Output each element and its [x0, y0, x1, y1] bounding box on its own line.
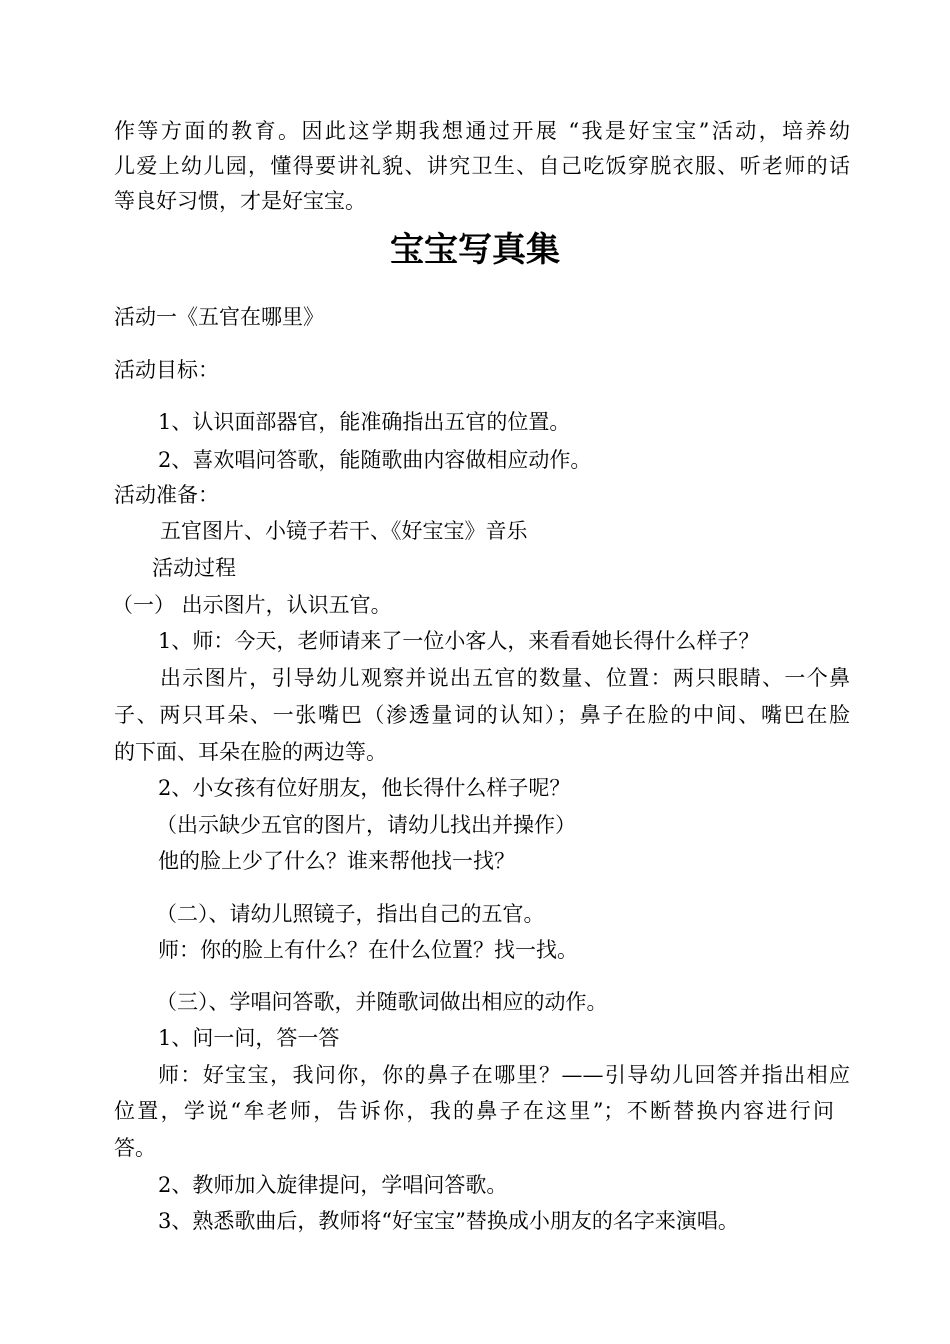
section-2-para-1: 师：你的脸上有什么？在什么位置？找一找。	[158, 938, 578, 962]
section-1-para-1: 1、师：今天，老师请来了一位小客人，来看看她长得什么样子？	[158, 629, 760, 653]
section-3-para-1: 1、问一问，答一答	[158, 1026, 340, 1050]
section-1-para-2-line-3: 的下面、耳朵在脸的两边等。	[114, 740, 387, 764]
section-3-para-2-line-3: 答。	[114, 1136, 156, 1160]
section-3-para-2-line-1: 师：好宝宝，我问你，你的鼻子在哪里？——引导幼儿回答并指出相应	[158, 1063, 850, 1087]
goals-label: 活动目标：	[114, 358, 219, 382]
intro-line-3: 等良好习惯，才是好宝宝。	[114, 189, 366, 213]
section-3-para-4: 3、熟悉歌曲后，教师将“好宝宝”替换成小朋友的名字来演唱。	[158, 1209, 739, 1233]
section-1-heading: （一） 出示图片，认识五官。	[112, 593, 392, 617]
section-3-para-2-line-2: 位置，学说“牟老师，告诉你，我的鼻子在这里”；不断替换内容进行问	[114, 1099, 834, 1123]
section-1-para-3: 2、小女孩有位好朋友，他长得什么样子呢？	[158, 776, 571, 800]
goal-1: 1、认识面部器官，能准确指出五官的位置。	[158, 410, 571, 434]
goal-2: 2、喜欢唱问答歌，能随歌曲内容做相应动作。	[158, 448, 592, 472]
activity-heading: 活动一《五官在哪里》	[114, 305, 324, 329]
section-3-heading: （三）、学唱问答歌，并随歌词做出相应的动作。	[156, 990, 608, 1014]
section-2-heading: （二）、请幼儿照镜子，指出自己的五官。	[156, 902, 545, 926]
intro-line-2: 儿爱上幼儿园，懂得要讲礼貌、讲究卫生、自己吃饭穿脱衣服、听老师的话	[114, 154, 850, 178]
page-title: 宝宝写真集	[390, 230, 560, 270]
section-1-para-4: （出示缺少五官的图片，请幼儿找出并操作）	[156, 813, 576, 837]
section-1-para-5: 他的脸上少了什么？谁来帮他找一找？	[158, 849, 515, 873]
section-3-para-3: 2、教师加入旋律提问，学唱问答歌。	[158, 1173, 508, 1197]
intro-line-1: 作等方面的教育。因此这学期我想通过开展 “我是好宝宝”活动，培养幼	[114, 119, 850, 143]
prep-label: 活动准备：	[114, 483, 219, 507]
prep-items: 五官图片、小镜子若干、《好宝宝》音乐	[160, 519, 528, 543]
section-1-para-2-line-2: 子、两只耳朵、一张嘴巴（渗透量词的认知）；鼻子在脸的中间、嘴巴在脸	[114, 703, 850, 727]
process-label: 活动过程	[152, 556, 236, 580]
section-1-para-2-line-1: 出示图片，引导幼儿观察并说出五官的数量、位置：两只眼睛、一个鼻	[160, 666, 850, 690]
